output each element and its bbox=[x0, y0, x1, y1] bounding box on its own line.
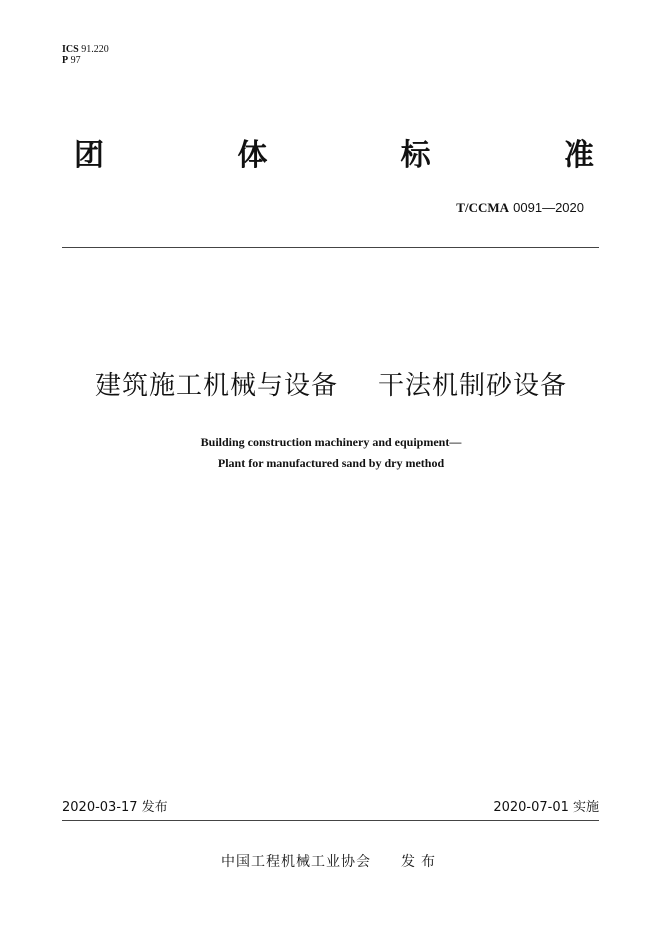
chinese-title-part1: 建筑施工机械与设备 bbox=[94, 371, 338, 401]
classification-codes bbox=[62, 44, 109, 66]
doc-type-char: 团 bbox=[74, 138, 104, 173]
english-title-line2: Plant for manufactured sand by dry method bbox=[217, 456, 445, 470]
chinese-title-part2: 干法机制砂设备 bbox=[378, 371, 568, 401]
english-title-line1: Building construction machinery and equipment— bbox=[200, 435, 462, 449]
p-value: 97 bbox=[70, 55, 81, 66]
top-divider bbox=[62, 247, 599, 248]
publish-action: 发布 bbox=[401, 854, 441, 870]
p-line bbox=[62, 55, 109, 66]
issue-date: 2020-03-17 发布 bbox=[62, 800, 168, 815]
doc-type-char: 体 bbox=[237, 138, 268, 173]
ics-line bbox=[62, 44, 109, 55]
ics-label: ICS bbox=[62, 44, 79, 55]
standard-code: 0091—2020 bbox=[513, 200, 584, 215]
publisher-name: 中国工程机械工业协会 bbox=[221, 854, 371, 870]
p-label: P bbox=[62, 55, 69, 66]
publisher bbox=[0, 853, 662, 871]
doc-type-char: 准 bbox=[563, 138, 594, 173]
bottom-divider bbox=[62, 820, 599, 821]
chinese-title bbox=[0, 368, 662, 404]
doc-type-char: 标 bbox=[400, 138, 431, 173]
english-title bbox=[0, 432, 662, 474]
document-type-heading bbox=[74, 136, 594, 176]
standard-number bbox=[456, 200, 584, 217]
implementation-date: 2020-07-01 实施 bbox=[493, 800, 599, 815]
ics-value: 91.220 bbox=[81, 44, 109, 55]
standard-prefix: T/CCMA bbox=[456, 200, 510, 215]
